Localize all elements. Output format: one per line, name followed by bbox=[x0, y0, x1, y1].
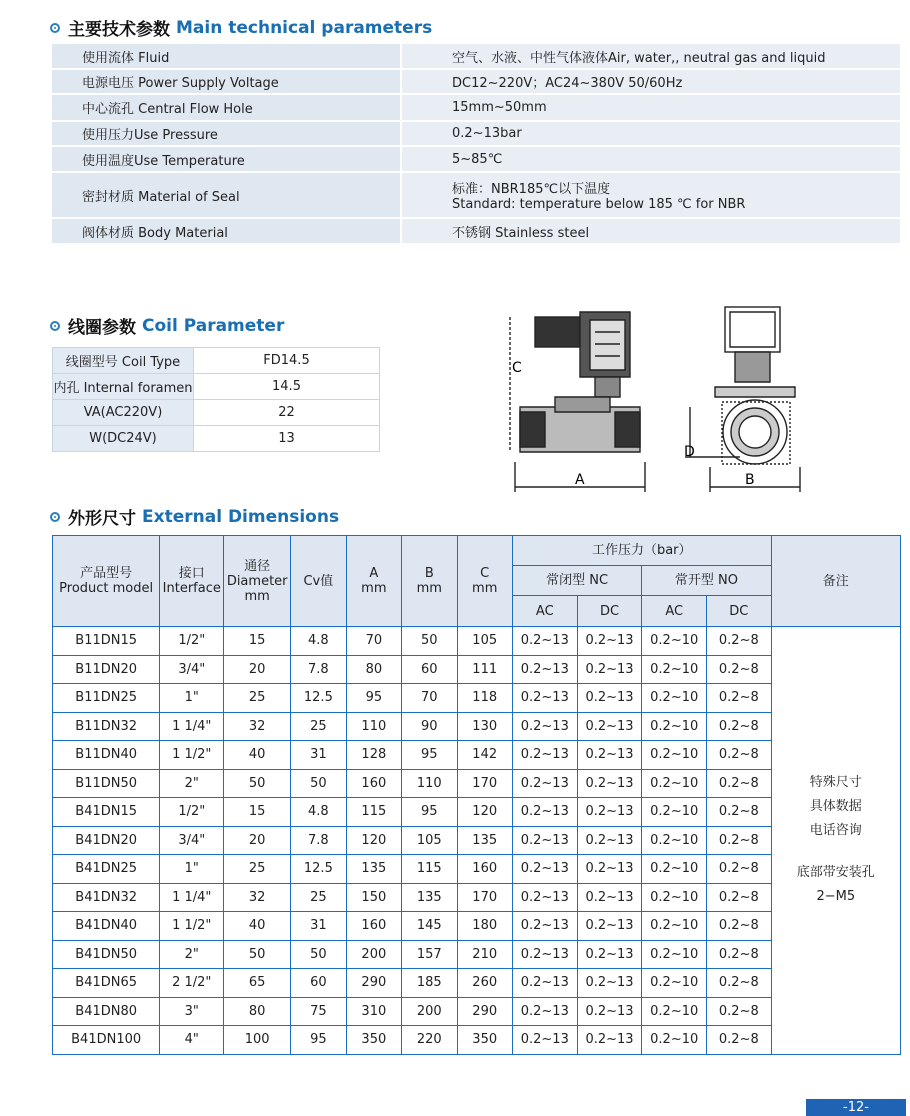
table-cell: 100 bbox=[224, 1026, 291, 1055]
table-cell: 110 bbox=[346, 712, 401, 741]
external-dimensions-table bbox=[52, 535, 901, 1055]
tech-row bbox=[52, 146, 900, 172]
header-diameter: 通径 Diameter mm bbox=[224, 536, 291, 627]
table-cell: 15 bbox=[224, 627, 291, 656]
table-cell: 130 bbox=[457, 712, 512, 741]
tech-value: 空气、水液、中性气体液体Air, water,, neutral gas and liquid bbox=[401, 44, 900, 69]
table-cell: 0.2~8 bbox=[707, 912, 772, 941]
table-cell: 0.2~8 bbox=[707, 769, 772, 798]
tech-value-line: 标准：NBR185℃以下温度 bbox=[452, 182, 611, 197]
table-cell: 0.2~13 bbox=[512, 627, 577, 656]
table-cell: 25 bbox=[291, 712, 347, 741]
coil-value: FD14.5 bbox=[194, 348, 380, 374]
table-cell: B11DN15 bbox=[53, 627, 160, 656]
table-cell: 350 bbox=[457, 1026, 512, 1055]
table-cell: 0.2~10 bbox=[642, 1026, 707, 1055]
header-model: 产品型号 Product model bbox=[53, 536, 160, 627]
table-cell: 0.2~13 bbox=[577, 997, 642, 1026]
table-cell: 2 1/2" bbox=[160, 969, 224, 998]
table-cell: 185 bbox=[402, 969, 457, 998]
table-cell: B41DN65 bbox=[53, 969, 160, 998]
ext-title-zh: 外形尺寸 bbox=[68, 509, 136, 529]
table-cell: B11DN25 bbox=[53, 684, 160, 713]
table-cell: 290 bbox=[346, 969, 401, 998]
table-cell: B41DN25 bbox=[53, 855, 160, 884]
table-cell: 0.2~8 bbox=[707, 826, 772, 855]
table-cell: 135 bbox=[346, 855, 401, 884]
table-cell: 0.2~10 bbox=[642, 627, 707, 656]
table-cell: B41DN80 bbox=[53, 997, 160, 1026]
header-no-dc: DC bbox=[707, 596, 772, 627]
header-c: C mm bbox=[457, 536, 512, 627]
table-cell: 105 bbox=[457, 627, 512, 656]
table-cell: 95 bbox=[402, 741, 457, 770]
table-cell: 157 bbox=[402, 940, 457, 969]
table-cell: 1 1/2" bbox=[160, 912, 224, 941]
table-cell: 3/4" bbox=[160, 655, 224, 684]
header-nc: 常闭型 NC bbox=[512, 566, 641, 596]
coil-row bbox=[53, 400, 380, 426]
table-cell: 0.2~13 bbox=[512, 655, 577, 684]
table-cell: 7.8 bbox=[291, 826, 347, 855]
table-cell: 110 bbox=[402, 769, 457, 798]
table-cell: 0.2~8 bbox=[707, 855, 772, 884]
table-cell: 50 bbox=[291, 769, 347, 798]
remark-line bbox=[772, 843, 900, 861]
table-cell: 310 bbox=[346, 997, 401, 1026]
table-cell: 170 bbox=[457, 769, 512, 798]
tech-value: DC12~220V；AC24~380V 50/60Hz bbox=[401, 69, 900, 94]
table-cell: 50 bbox=[224, 769, 291, 798]
table-cell: 80 bbox=[346, 655, 401, 684]
table-cell: 0.2~8 bbox=[707, 627, 772, 656]
header-nc-ac: AC bbox=[512, 596, 577, 627]
table-cell: B11DN40 bbox=[53, 741, 160, 770]
coil-key: 线圈型号 Coil Type bbox=[53, 348, 194, 374]
table-cell: 1/2" bbox=[160, 627, 224, 656]
table-cell: 0.2~13 bbox=[512, 684, 577, 713]
table-cell: 1/2" bbox=[160, 798, 224, 827]
remark-line: 电话咨询 bbox=[809, 823, 862, 839]
bullet-icon bbox=[50, 23, 60, 33]
coil-row bbox=[53, 348, 380, 374]
coil-left-block bbox=[535, 317, 580, 347]
remark-line: 2−M5 bbox=[816, 889, 856, 905]
table-cell: B11DN20 bbox=[53, 655, 160, 684]
header-a: A mm bbox=[346, 536, 401, 627]
table-cell: 0.2~10 bbox=[642, 940, 707, 969]
coil-value: 14.5 bbox=[194, 374, 380, 400]
table-cell: 20 bbox=[224, 826, 291, 855]
table-cell: 0.2~13 bbox=[512, 855, 577, 884]
table-cell: 4.8 bbox=[291, 627, 347, 656]
table-cell: 0.2~13 bbox=[512, 741, 577, 770]
table-cell: 25 bbox=[291, 883, 347, 912]
tech-key: 密封材质 Material of Seal bbox=[52, 172, 401, 218]
table-cell: 0.2~10 bbox=[642, 684, 707, 713]
header-no: 常开型 NO bbox=[642, 566, 771, 596]
table-cell: 170 bbox=[457, 883, 512, 912]
tech-row bbox=[52, 218, 900, 244]
table-cell: 115 bbox=[402, 855, 457, 884]
table-row bbox=[53, 627, 901, 656]
tech-key: 使用流体 Fluid bbox=[52, 44, 401, 69]
table-cell: 0.2~13 bbox=[512, 826, 577, 855]
table-cell: 111 bbox=[457, 655, 512, 684]
bullet-icon bbox=[50, 512, 60, 522]
table-cell: 0.2~10 bbox=[642, 712, 707, 741]
coil-key: W(DC24V) bbox=[53, 426, 194, 452]
diagram-label-b: B bbox=[745, 472, 755, 488]
table-cell: 0.2~8 bbox=[707, 741, 772, 770]
table-cell: 0.2~13 bbox=[512, 997, 577, 1026]
tech-title-zh: 主要技术参数 bbox=[68, 20, 170, 40]
table-cell: 0.2~13 bbox=[577, 798, 642, 827]
header-cv: Cv值 bbox=[291, 536, 347, 627]
ext-section-title bbox=[50, 504, 339, 529]
table-cell: 95 bbox=[346, 684, 401, 713]
table-cell: 0.2~8 bbox=[707, 940, 772, 969]
coil-value: 22 bbox=[194, 400, 380, 426]
table-cell: 260 bbox=[457, 969, 512, 998]
table-cell: 115 bbox=[346, 798, 401, 827]
table-cell: 135 bbox=[457, 826, 512, 855]
table-cell: 65 bbox=[224, 969, 291, 998]
coil-row bbox=[53, 426, 380, 452]
table-cell: 160 bbox=[346, 769, 401, 798]
tech-row bbox=[52, 121, 900, 146]
table-cell: 40 bbox=[224, 912, 291, 941]
diagram-label-c: C bbox=[512, 360, 522, 376]
header-nc-dc: DC bbox=[577, 596, 642, 627]
table-cell: 50 bbox=[291, 940, 347, 969]
tech-value: 0.2~13bar bbox=[401, 121, 900, 146]
table-cell: 120 bbox=[346, 826, 401, 855]
table-cell: B41DN32 bbox=[53, 883, 160, 912]
table-cell: 0.2~13 bbox=[577, 826, 642, 855]
table-cell: 12.5 bbox=[291, 684, 347, 713]
table-cell: 80 bbox=[224, 997, 291, 1026]
table-cell: 0.2~13 bbox=[577, 769, 642, 798]
table-cell: B11DN50 bbox=[53, 769, 160, 798]
tech-row bbox=[52, 69, 900, 94]
table-cell: 200 bbox=[402, 997, 457, 1026]
header-remark: 备注 bbox=[771, 536, 900, 627]
table-cell: 0.2~10 bbox=[642, 741, 707, 770]
table-cell: 0.2~13 bbox=[512, 798, 577, 827]
tech-row bbox=[52, 172, 900, 218]
table-cell: 70 bbox=[402, 684, 457, 713]
header-interface: 接口 Interface bbox=[160, 536, 224, 627]
table-cell: 0.2~13 bbox=[512, 769, 577, 798]
table-cell: 105 bbox=[402, 826, 457, 855]
table-cell: 20 bbox=[224, 655, 291, 684]
table-cell: 50 bbox=[224, 940, 291, 969]
table-cell: 0.2~8 bbox=[707, 684, 772, 713]
table-cell: 290 bbox=[457, 997, 512, 1026]
coil-section-title bbox=[50, 313, 284, 338]
table-cell: 4" bbox=[160, 1026, 224, 1055]
table-cell: 4.8 bbox=[291, 798, 347, 827]
tech-key: 使用压力Use Pressure bbox=[52, 121, 401, 146]
table-cell: 25 bbox=[224, 684, 291, 713]
table-cell: 70 bbox=[346, 627, 401, 656]
tech-key: 阀体材质 Body Material bbox=[52, 218, 401, 244]
table-cell: 0.2~13 bbox=[512, 1026, 577, 1055]
table-cell: 0.2~10 bbox=[642, 883, 707, 912]
table-cell: 0.2~8 bbox=[707, 655, 772, 684]
table-cell: 0.2~13 bbox=[577, 712, 642, 741]
table-cell: 25 bbox=[224, 855, 291, 884]
table-cell: 0.2~10 bbox=[642, 655, 707, 684]
table-cell: 60 bbox=[402, 655, 457, 684]
tech-value-line: Standard: temperature below 185 ℃ for NBR bbox=[452, 197, 746, 212]
tech-key: 使用温度Use Temperature bbox=[52, 146, 401, 172]
table-cell: 2" bbox=[160, 769, 224, 798]
coil-title-zh: 线圈参数 bbox=[68, 318, 136, 338]
coil-title-en: Coil Parameter bbox=[142, 315, 285, 336]
table-cell: 145 bbox=[402, 912, 457, 941]
diagram-label-d: D bbox=[684, 444, 695, 460]
coil-params-table bbox=[52, 347, 380, 452]
table-cell: 90 bbox=[402, 712, 457, 741]
tech-params-table bbox=[52, 44, 900, 245]
table-cell: 0.2~13 bbox=[577, 655, 642, 684]
remark-cell bbox=[771, 627, 900, 1055]
table-cell: 7.8 bbox=[291, 655, 347, 684]
table-cell: 150 bbox=[346, 883, 401, 912]
tech-section-title bbox=[50, 15, 432, 40]
table-cell: 0.2~13 bbox=[577, 855, 642, 884]
table-cell: 15 bbox=[224, 798, 291, 827]
table-cell: 31 bbox=[291, 741, 347, 770]
table-cell: 95 bbox=[291, 1026, 347, 1055]
table-cell: 12.5 bbox=[291, 855, 347, 884]
table-cell: 0.2~8 bbox=[707, 798, 772, 827]
table-cell: 180 bbox=[457, 912, 512, 941]
table-cell: 142 bbox=[457, 741, 512, 770]
table-cell: 40 bbox=[224, 741, 291, 770]
table-cell: 118 bbox=[457, 684, 512, 713]
tech-row bbox=[52, 44, 900, 69]
table-cell: 3" bbox=[160, 997, 224, 1026]
valve-dimension-diagram bbox=[500, 292, 820, 502]
table-cell: 0.2~8 bbox=[707, 883, 772, 912]
table-cell: 1 1/4" bbox=[160, 883, 224, 912]
header-b: B mm bbox=[402, 536, 457, 627]
table-cell: 128 bbox=[346, 741, 401, 770]
table-cell: 60 bbox=[291, 969, 347, 998]
table-cell: 0.2~13 bbox=[577, 969, 642, 998]
table-cell: 0.2~10 bbox=[642, 855, 707, 884]
header-no-ac: AC bbox=[642, 596, 707, 627]
table-cell: 0.2~13 bbox=[512, 712, 577, 741]
table-cell: 220 bbox=[402, 1026, 457, 1055]
tech-title-en: Main technical parameters bbox=[176, 17, 433, 38]
table-cell: B11DN32 bbox=[53, 712, 160, 741]
table-cell: 160 bbox=[457, 855, 512, 884]
table-cell: 0.2~13 bbox=[512, 940, 577, 969]
diagram-label-a: A bbox=[575, 472, 585, 488]
table-cell: 0.2~13 bbox=[512, 883, 577, 912]
table-cell: 1" bbox=[160, 855, 224, 884]
table-cell: 0.2~8 bbox=[707, 712, 772, 741]
table-cell: 0.2~13 bbox=[577, 1026, 642, 1055]
tech-value: 5~85℃ bbox=[401, 146, 900, 172]
table-cell: 0.2~8 bbox=[707, 997, 772, 1026]
table-cell: 0.2~10 bbox=[642, 798, 707, 827]
remark-line: 特殊尺寸 bbox=[809, 775, 862, 791]
table-cell: 0.2~13 bbox=[577, 684, 642, 713]
table-cell: 31 bbox=[291, 912, 347, 941]
table-cell: 0.2~10 bbox=[642, 826, 707, 855]
tech-key: 中心流孔 Central Flow Hole bbox=[52, 94, 401, 121]
table-cell: 210 bbox=[457, 940, 512, 969]
table-cell: 1 1/2" bbox=[160, 741, 224, 770]
table-cell: 0.2~10 bbox=[642, 969, 707, 998]
table-cell: 0.2~13 bbox=[577, 912, 642, 941]
table-cell: 0.2~13 bbox=[577, 940, 642, 969]
table-cell: 0.2~10 bbox=[642, 912, 707, 941]
tech-value bbox=[401, 172, 900, 218]
table-cell: B41DN15 bbox=[53, 798, 160, 827]
table-cell: 95 bbox=[402, 798, 457, 827]
table-cell: 2" bbox=[160, 940, 224, 969]
table-cell: 0.2~13 bbox=[577, 627, 642, 656]
tech-row bbox=[52, 94, 900, 121]
table-cell: 0.2~13 bbox=[577, 883, 642, 912]
table-cell: B41DN50 bbox=[53, 940, 160, 969]
table-cell: 75 bbox=[291, 997, 347, 1026]
table-cell: 200 bbox=[346, 940, 401, 969]
coil-row bbox=[53, 374, 380, 400]
table-cell: 120 bbox=[457, 798, 512, 827]
table-cell: 50 bbox=[402, 627, 457, 656]
table-cell: 3/4" bbox=[160, 826, 224, 855]
header-pressure: 工作压力（bar） bbox=[512, 536, 771, 566]
table-cell: 32 bbox=[224, 712, 291, 741]
tech-key: 电源电压 Power Supply Voltage bbox=[52, 69, 401, 94]
coil-value: 13 bbox=[194, 426, 380, 452]
tech-value: 15mm~50mm bbox=[401, 94, 900, 121]
table-cell: 160 bbox=[346, 912, 401, 941]
table-cell: 0.2~10 bbox=[642, 769, 707, 798]
remark-line: 具体数据 bbox=[809, 799, 862, 815]
table-cell: 0.2~13 bbox=[512, 969, 577, 998]
table-cell: 350 bbox=[346, 1026, 401, 1055]
tech-value: 不锈钢 Stainless steel bbox=[401, 218, 900, 244]
table-cell: 135 bbox=[402, 883, 457, 912]
table-cell: 32 bbox=[224, 883, 291, 912]
table-cell: 0.2~8 bbox=[707, 1026, 772, 1055]
coil-key: 内孔 Internal foramen bbox=[53, 374, 194, 400]
bullet-icon bbox=[50, 321, 60, 331]
table-cell: B41DN100 bbox=[53, 1026, 160, 1055]
table-cell: 1" bbox=[160, 684, 224, 713]
table-cell: B41DN20 bbox=[53, 826, 160, 855]
page-number: -12- bbox=[806, 1099, 906, 1116]
ext-title-en: External Dimensions bbox=[142, 506, 340, 527]
coil-key: VA(AC220V) bbox=[53, 400, 194, 426]
remark-line: 底部带安装孔 bbox=[796, 865, 875, 881]
table-cell: B41DN40 bbox=[53, 912, 160, 941]
table-cell: 0.2~13 bbox=[512, 912, 577, 941]
table-cell: 0.2~10 bbox=[642, 997, 707, 1026]
table-cell: 1 1/4" bbox=[160, 712, 224, 741]
table-cell: 0.2~13 bbox=[577, 741, 642, 770]
table-cell: 0.2~8 bbox=[707, 969, 772, 998]
